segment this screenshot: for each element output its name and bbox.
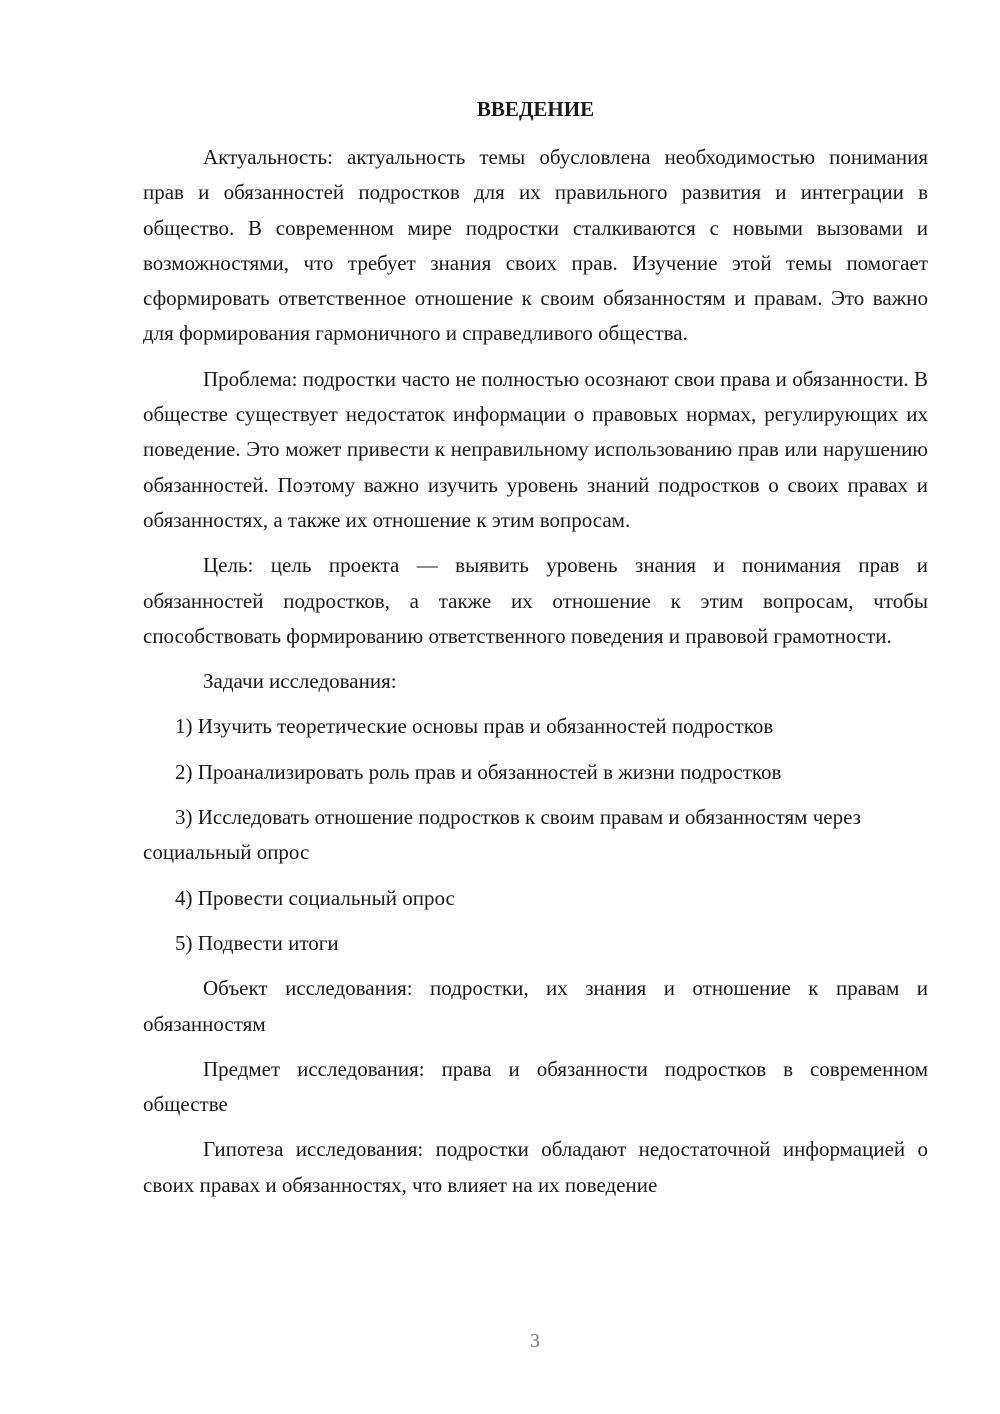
task-item-3: 3) Исследовать отношение подростков к своим правам и обязанностям через социальный опрос <box>143 805 861 865</box>
relevance-paragraph: Актуальность: актуальность темы обусловлена необходимостью понимания прав и обязанностей подростков для их правильного развития и интеграции в общество. В современном мире подростки сталкиваются с новыми вызовами и возможностями, что требует знания своих прав. Изучение этой темы помогает сформировать ответственное отношение к своим обязанностям и правам. Это важно для формирования гармоничного и справедливого общества. <box>143 145 928 346</box>
hypothesis-paragraph: Гипотеза исследования: подростки обладают недостаточной информацией о своих правах и обязанностях, что влияет на их поведение <box>143 1137 928 1197</box>
tasks-heading: Задачи исследования: <box>203 669 397 694</box>
task-item-5: 5) Подвести итоги <box>175 930 339 955</box>
goal-paragraph: Цель: цель проекта — выявить уровень знания и понимания прав и обязанностей подростков, а также их отношение к этим вопросам, чтобы способствовать формированию ответственного поведения и правовой грамотности. <box>143 553 928 648</box>
task-item-2: 2) Проанализировать роль прав и обязанностей в жизни подростков <box>175 759 782 784</box>
object-paragraph: Объект исследования: подростки, их знания и отношение к правам и обязанностям <box>143 976 928 1036</box>
problem-paragraph: Проблема: подростки часто не полностью осознают свои права и обязанности. В обществе существует недостаток информации о правовых нормах, регулирующих их поведение. Это может привести к неправильному использованию прав или нарушению обязанностей. Поэтому важно изучить уровень знаний подростков о своих правах и обязанностях, а также их отношение к этим вопросам. <box>143 366 928 532</box>
task-item-1: 1) Изучить теоретические основы прав и обязанностей подростков <box>175 714 774 739</box>
subject-paragraph: Предмет исследования: права и обязанности подростков в современном обществе <box>143 1056 928 1117</box>
page-number: 3 <box>530 1330 540 1352</box>
document-page <box>143 94 928 1213</box>
task-item-4: 4) Провести социальный опрос <box>175 885 455 910</box>
page-title: ВВЕДЕНИЕ <box>476 97 595 121</box>
